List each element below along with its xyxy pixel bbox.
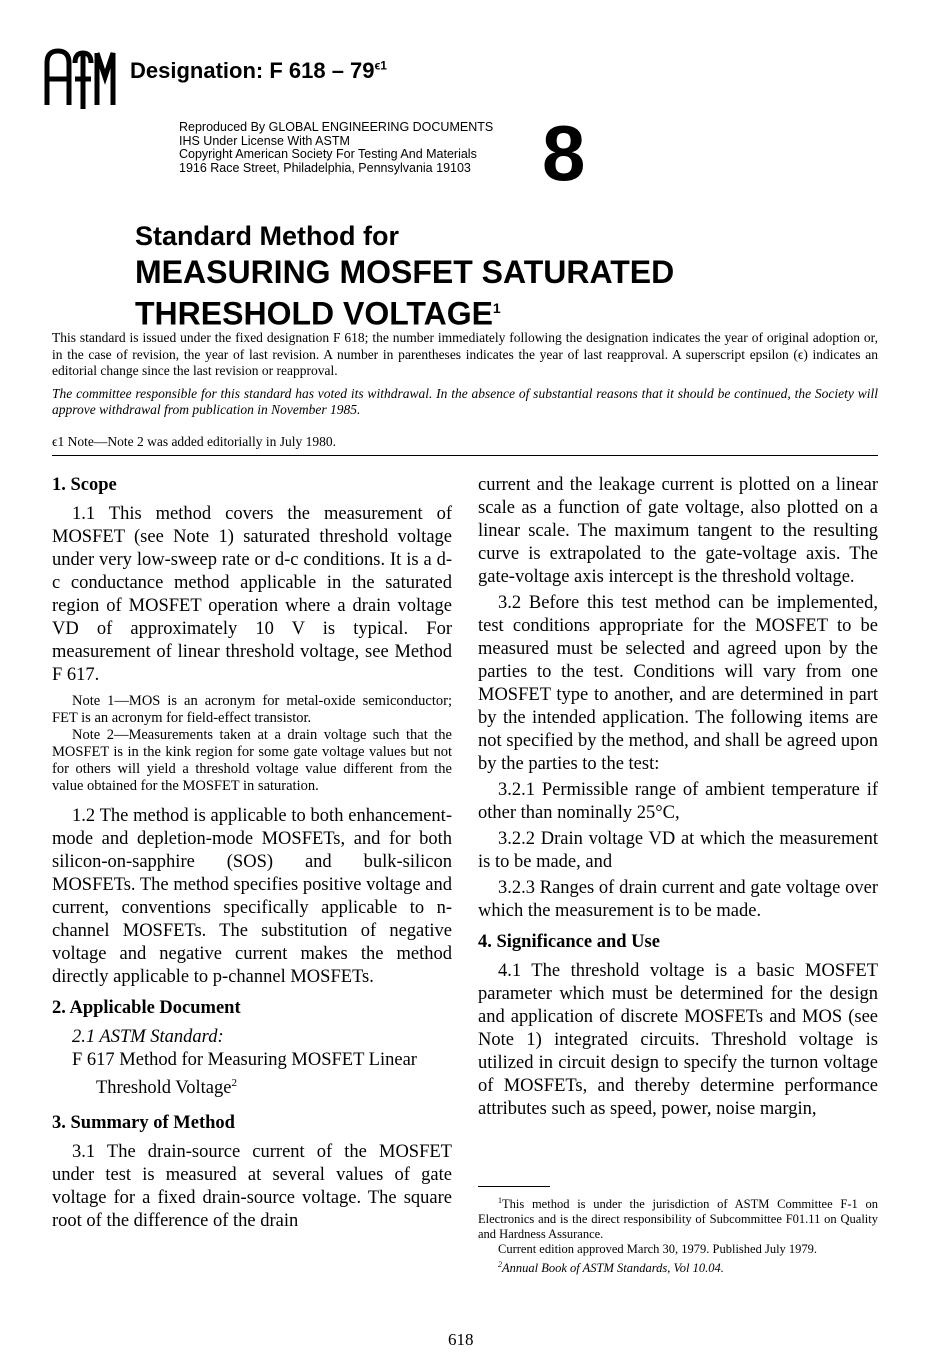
astm-logo-icon <box>41 43 119 115</box>
paragraph-3-2: 3.2 Before this test method can be implemented, test conditions appropriate for the MOSFET to be measured must be selected and agreed upon by the parties to the test. Conditions will vary from one MOSFET type to another, and are determined in part by the intended application. The following items are not specified by the method, and shall be agreed upon by the parties to the test: <box>478 593 878 774</box>
note-1: Note 1—MOS is an acronym for metal-oxide semiconductor; FET is an acronym for field-effect transistor. <box>52 693 452 726</box>
paragraph-3-1-continued: current and the leakage current is plotted on a linear scale as a function of gate voltage, also plotted on a linear scale. The maximum tangent to the resulting curve is extrapolated to the gate-voltage axis. The gate-voltage axis intercept is the threshold voltage. <box>478 475 878 587</box>
title-standard: Standard Method for <box>135 221 399 251</box>
document-badge: 8 <box>542 109 586 197</box>
withdrawal-notice: The committee responsible for this standard has voted its withdrawal. In the absence of substantial reasons that it should be continued, the Society will approve withdrawal from publication in November 1985. <box>52 385 878 417</box>
paragraph-3-2-1: 3.2.1 Permissible range of ambient temperature if other than nominally 25°C, <box>478 780 878 823</box>
paragraph-3-2-2: 3.2.2 Drain voltage VD at which the measurement is to be made, and <box>478 829 878 872</box>
footnote-1: $^1$This method is under the jurisdiction of ASTM Committee F-1 on Electronics and is the direct responsibility of Subcommittee F01.11 on Quality and Hardness Assurance. <box>478 1196 878 1242</box>
paragraph-4-1: 4.1 The threshold voltage is a basic MOSFET parameter which must be determined for the design and application of discrete MOSFETs and MOS (see Note 1) integrated circuits. Threshold voltage is utilized in circuit design to specify the turnon voltage of MOSFETs, and thereby determine performance attributes such as speed, power, noise margin, <box>478 961 878 1119</box>
paragraph-2-1: 2.1 ASTM Standard: <box>72 1027 224 1047</box>
footnotes <box>478 1193 878 1276</box>
divider <box>52 455 878 456</box>
intro-paragraph: This standard is issued under the fixed designation F 618; the number immediately following the designation indicates the year of original adoption or, in the case of revision, the year of last revision. A number in parentheses indicates the year of last reapproval. A superscript epsilon (ϵ) indicates an editorial change since the last revision or reapproval. <box>52 330 878 378</box>
footnote-divider <box>478 1186 550 1187</box>
right-column <box>478 474 878 1121</box>
paragraph-3-1: 3.1 The drain-source current of the MOSFET under test is measured at several values of gate voltage for a fixed drain-source voltage. The square root of the difference of the drain <box>52 1142 452 1232</box>
reproduction-notice: Reproduced By GLOBAL ENGINEERING DOCUMENTS IHS Under License With ASTM Copyright American Society For Testing And Materials 1916 Race Street, Philadelphia, Pennsylvania 19103 <box>179 120 494 175</box>
paragraph-3-2-3: 3.2.3 Ranges of drain current and gate voltage over which the measurement is to be made. <box>478 878 878 921</box>
section-heading-scope: 1. Scope <box>52 475 117 495</box>
reference-f617: F 617 Method for Measuring MOSFET Linear Threshold Voltage$^2$ <box>72 1050 417 1099</box>
page-title: MEASURING MOSFET SATURATED THRESHOLD VOLTAGE$^1$ <box>135 254 675 332</box>
editorial-note: ϵ1 Note—Note 2 was added editorially in July 1980. <box>52 434 337 449</box>
section-heading-significance: 4. Significance and Use <box>478 932 660 952</box>
section-heading-summary: 3. Summary of Method <box>52 1113 235 1134</box>
intro-block <box>52 330 878 419</box>
footnote-2: $^2$Annual Book of ASTM Standards, Vol 10.04. <box>498 1260 724 1276</box>
page-number: 618 <box>448 1330 474 1349</box>
footnote-1-edition: Current edition approved March 30, 1979. Published July 1979. <box>498 1242 818 1257</box>
note-2: Note 2—Measurements taken at a drain voltage such that the MOSFET is in the kink region for some gate voltage values but not for others will yield a threshold voltage value different from the value obtained for the MOSFET in saturation. <box>52 727 452 794</box>
designation: Designation: F $618 - 79^{\epsilon 1}$ <box>130 58 387 83</box>
left-column <box>52 474 452 1233</box>
section-heading-applicable-document: 2. Applicable Document <box>52 998 241 1018</box>
paragraph-1-2: 1.2 The method is applicable to both enhancement-mode and depletion-mode MOSFETs, and for both silicon-on-sapphire (SOS) and bulk-silicon MOSFETs. The method specifies positive voltage and current, conventions specifically applicable to n-channel MOSFETs. The substitution of negative voltage and negative current makes the method directly applicable to p-channel MOSFETs. <box>52 806 452 987</box>
paragraph-1-1: 1.1 This method covers the measurement of MOSFET (see Note 1) saturated threshold voltage under very low-sweep rate or d-c conditions. It is a d-c conductance method applicable in the saturated region of MOSFET operation where a drain voltage VD of approximately 10 V is typical. For measurement of linear threshold voltage, see Method F 617. <box>52 504 452 685</box>
